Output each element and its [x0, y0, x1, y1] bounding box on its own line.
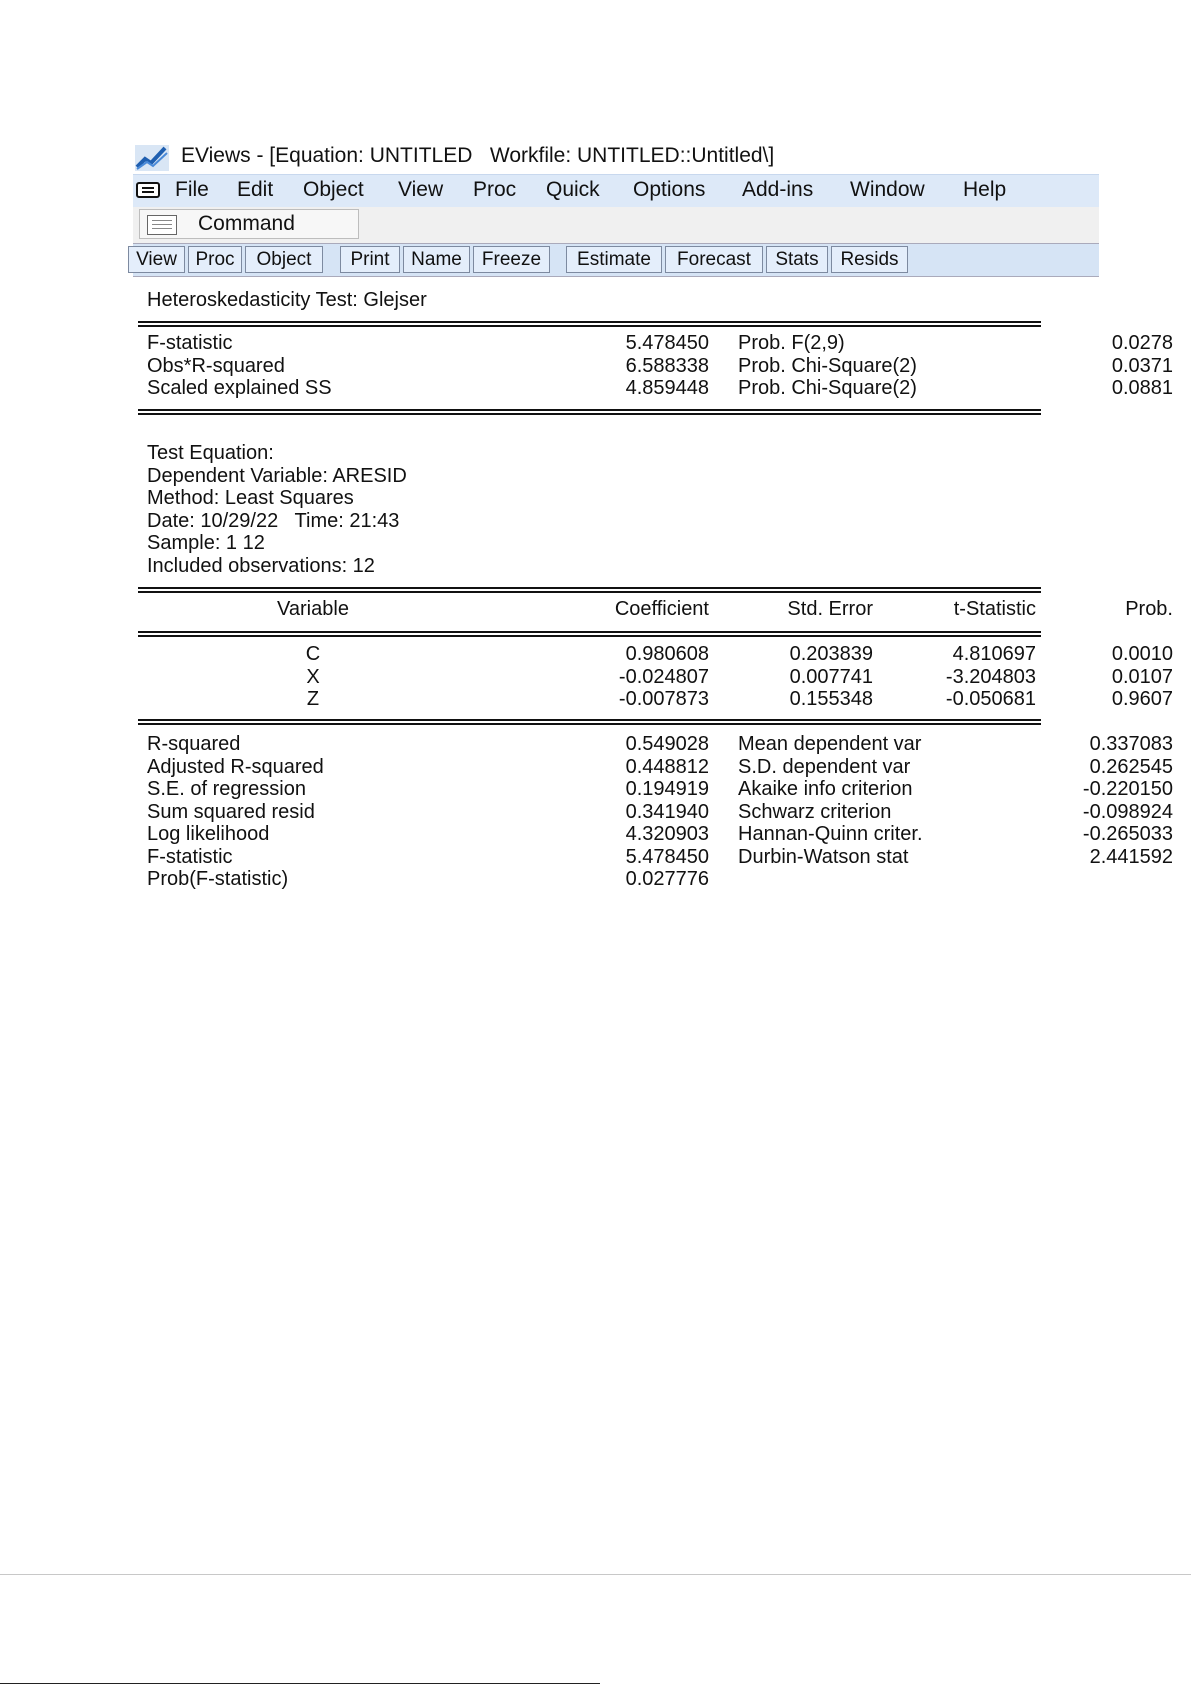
test-label: F-statistic [147, 332, 233, 354]
print-button[interactable]: Print [340, 246, 400, 273]
stat-value: -0.098924 [1082, 800, 1173, 823]
test-value: 4.859448 [625, 377, 709, 399]
command-button[interactable] [139, 209, 359, 239]
command-label: Command [198, 212, 295, 235]
name-button[interactable]: Name [403, 246, 470, 273]
command-window-icon [147, 215, 177, 235]
stat-value: -0.265033 [1082, 823, 1173, 845]
test-prob: 0.0371 [1111, 354, 1173, 377]
stats-button[interactable]: Stats [766, 246, 828, 273]
freeze-button[interactable]: Freeze [473, 246, 550, 273]
test-label: Obs*R-squared [147, 354, 285, 377]
stat-value: 0.341940 [625, 800, 709, 823]
info-line: Method: Least Squares [147, 487, 354, 509]
stat-label: Adjusted R-squared [147, 755, 324, 778]
coef-std-error: 0.203839 [789, 643, 873, 665]
coef-prob: 0.0010 [1111, 643, 1173, 665]
column-header: t-Statistic [953, 598, 1036, 620]
divider [138, 409, 1041, 415]
column-header: Std. Error [787, 598, 873, 620]
info-line: Test Equation: [147, 442, 274, 464]
column-header: Coefficient [614, 598, 709, 620]
system-menu-icon[interactable] [136, 182, 160, 198]
stat-label: Akaike info criterion [738, 778, 913, 800]
coef-std-error: 0.007741 [789, 665, 873, 688]
test-prob: 0.0278 [1111, 332, 1173, 354]
stat-label: S.E. of regression [147, 778, 306, 800]
menu-options[interactable]: Options [633, 178, 706, 201]
page-footer-line [0, 1683, 600, 1684]
output-spreadsheet [133, 277, 1173, 952]
coef-prob: 0.0107 [1111, 665, 1173, 688]
info-line: Included observations: 12 [147, 554, 375, 577]
coef-variable: C [305, 643, 321, 665]
coef-value: 0.980608 [625, 643, 709, 665]
proc-button[interactable]: Proc [188, 246, 242, 273]
resids-button[interactable]: Resids [831, 246, 908, 273]
stat-label: Schwarz criterion [738, 800, 892, 823]
stat-value: 0.262545 [1089, 755, 1173, 778]
menu-edit[interactable]: Edit [237, 178, 274, 201]
eviews-logo-icon [135, 145, 169, 171]
stat-label: Sum squared resid [147, 800, 315, 823]
menu-add-ins[interactable]: Add-ins [742, 178, 814, 201]
stat-value: 0.337083 [1089, 733, 1173, 755]
test-heading: Heteroskedasticity Test: Glejser [147, 289, 427, 311]
column-header: Prob. [1125, 598, 1173, 620]
stat-value: 4.320903 [625, 823, 709, 845]
stat-label: Durbin-Watson stat [738, 845, 909, 868]
stat-label: Mean dependent var [738, 733, 922, 755]
coef-value: -0.007873 [618, 688, 709, 710]
test-value: 5.478450 [625, 332, 709, 354]
stat-value: 5.478450 [625, 845, 709, 868]
estimate-button[interactable]: Estimate [566, 246, 662, 273]
coef-t-stat: -0.050681 [945, 688, 1036, 710]
menu-proc[interactable]: Proc [473, 178, 517, 201]
stat-label: Log likelihood [147, 823, 270, 845]
stat-value: 0.194919 [625, 778, 709, 800]
command-bar [133, 207, 1099, 243]
stat-value: 0.448812 [625, 755, 709, 778]
info-line: Sample: 1 12 [147, 532, 265, 554]
test-prob-label: Prob. F(2,9) [738, 332, 845, 354]
stat-value: 2.441592 [1089, 845, 1173, 868]
coef-t-stat: 4.810697 [952, 643, 1036, 665]
divider [138, 719, 1041, 725]
object-button[interactable]: Object [245, 246, 323, 273]
menu-object[interactable]: Object [303, 178, 364, 201]
equation-toolbar [133, 243, 1099, 277]
menu-file[interactable]: File [175, 178, 209, 201]
menu-window[interactable]: Window [850, 178, 925, 201]
page-footer-rule [0, 1574, 1191, 1575]
stat-label: Hannan-Quinn criter. [738, 823, 923, 845]
coef-prob: 0.9607 [1111, 688, 1173, 710]
test-value: 6.588338 [625, 354, 709, 377]
menu-quick[interactable]: Quick [546, 178, 600, 201]
window-title: EViews - [Equation: UNTITLED Workfile: UNTITLED::Untitled\] [181, 144, 775, 167]
menu-view[interactable]: View [398, 178, 444, 201]
info-line: Dependent Variable: ARESID [147, 464, 407, 487]
title-bar [133, 140, 1099, 174]
forecast-button[interactable]: Forecast [665, 246, 763, 273]
coef-std-error: 0.155348 [789, 688, 873, 710]
test-prob-label: Prob. Chi-Square(2) [738, 354, 917, 377]
stat-value: 0.027776 [625, 868, 709, 890]
stat-value: 0.549028 [625, 733, 709, 755]
column-header: Variable [277, 598, 349, 620]
stat-label: R-squared [147, 733, 241, 755]
stat-label: Prob(F-statistic) [147, 868, 289, 890]
coef-variable: X [306, 665, 320, 688]
divider [138, 587, 1041, 593]
coef-value: -0.024807 [618, 665, 709, 688]
stat-value: -0.220150 [1082, 778, 1173, 800]
stat-label: S.D. dependent var [738, 755, 911, 778]
menu-help[interactable]: Help [963, 178, 1007, 201]
test-label: Scaled explained SS [147, 377, 332, 399]
coef-variable: Z [306, 688, 320, 710]
test-prob-label: Prob. Chi-Square(2) [738, 377, 917, 399]
coef-t-stat: -3.204803 [945, 665, 1036, 688]
divider [138, 321, 1041, 327]
divider [138, 631, 1041, 637]
view-button[interactable]: View [128, 246, 185, 273]
stat-label: F-statistic [147, 845, 233, 868]
eviews-window [133, 140, 1173, 952]
info-line: Date: 10/29/22 Time: 21:43 [147, 509, 400, 532]
menu-bar [133, 174, 1099, 207]
test-prob: 0.0881 [1111, 377, 1173, 399]
